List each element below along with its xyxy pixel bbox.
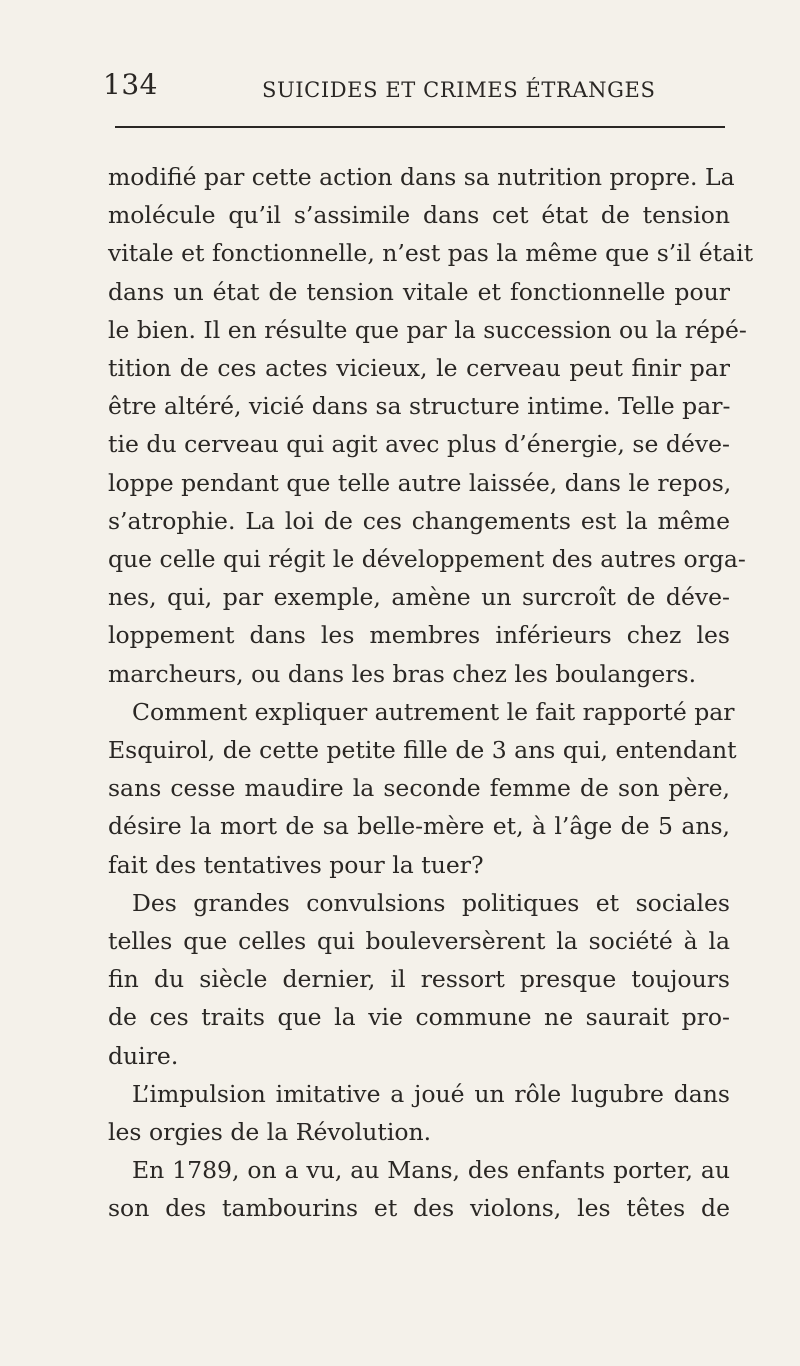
text-line: désire la mort de sa belle-mère et, à l’âge de 5 ans, xyxy=(108,812,730,841)
text-line: de ces traits que la vie commune ne saurait pro- xyxy=(108,1003,730,1032)
text-line: Comment expliquer autrement le fait rapporté par xyxy=(132,697,735,726)
text-line: être altéré, vicié dans sa structure intime. Telle par- xyxy=(108,392,731,421)
text-line: loppement dans les membres inférieurs chez les xyxy=(108,621,730,650)
page-number: 134 xyxy=(103,68,158,101)
header-rule xyxy=(115,126,725,128)
text-line: tie du cerveau qui agit avec plus d’énergie, se déve- xyxy=(108,430,730,459)
text-line: tition de ces actes vicieux, le cerveau peut finir par xyxy=(108,354,730,383)
text-line: nes, qui, par exemple, amène un surcroît de déve- xyxy=(108,583,730,612)
text-line: le bien. Il en résulte que par la succession ou la répé- xyxy=(108,315,747,344)
text-line: duire. xyxy=(108,1041,179,1070)
text-line: dans un état de tension vitale et fonctionnelle pour xyxy=(108,277,730,306)
text-line: les orgies de la Révolution. xyxy=(108,1118,432,1147)
text-line: son des tambourins et des violons, les têtes de xyxy=(108,1194,730,1223)
page-header xyxy=(103,68,723,118)
text-line: En 1789, on a vu, au Mans, des enfants porter, au xyxy=(132,1156,730,1185)
text-line: modifié par cette action dans sa nutrition propre. La xyxy=(108,163,735,191)
text-line: vitale et fonctionnelle, n’est pas la même que s’il était xyxy=(108,239,754,268)
text-line: s’atrophie. La loi de ces changements est la même xyxy=(108,506,730,535)
body-text xyxy=(108,158,754,1228)
text-line: marcheurs, ou dans les bras chez les boulangers. xyxy=(108,659,697,688)
text-line: que celle qui régit le développement des autres orga- xyxy=(108,545,746,574)
text-line: Esquirol, de cette petite fille de 3 ans qui, entendant xyxy=(108,736,737,765)
text-line: molécule qu’il s’assimile dans cet état de tension xyxy=(108,201,730,230)
text-line: fait des tentatives pour la tuer? xyxy=(108,850,484,879)
text-line: fin du siècle dernier, il ressort presque toujours xyxy=(108,965,730,994)
text-line: L’impulsion imitative a joué un rôle lugubre dans xyxy=(132,1079,730,1108)
text-line: sans cesse maudire la seconde femme de son père, xyxy=(108,774,730,803)
text-line: Des grandes convulsions politiques et sociales xyxy=(132,888,730,917)
text-line: telles que celles qui bouleversèrent la société à la xyxy=(108,927,730,956)
running-head: SUICIDES ET CRIMES ÉTRANGES xyxy=(262,78,656,102)
text-line: loppe pendant que telle autre laissée, dans le repos, xyxy=(108,468,732,497)
